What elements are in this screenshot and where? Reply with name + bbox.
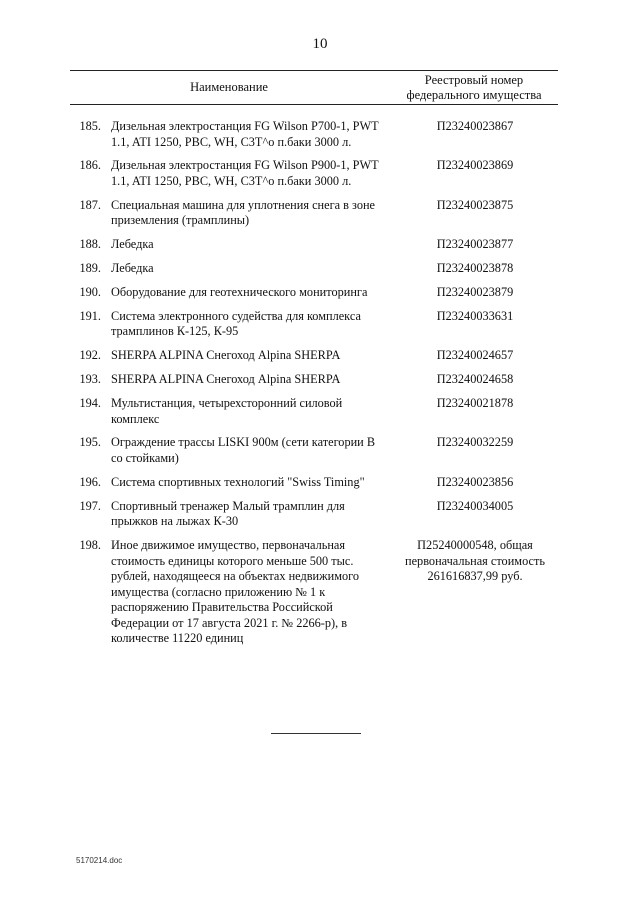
table-row	[70, 348, 558, 364]
row-name: Лебедка	[111, 237, 154, 252]
row-number: 197.	[79, 498, 101, 513]
table-row	[70, 285, 558, 301]
row-registry-number: П23240023875	[436, 197, 514, 212]
row-registry-number: П23240023877	[436, 237, 514, 252]
end-of-list-rule	[271, 733, 361, 734]
row-name: Система спортивных технологий "Swiss Timing"	[111, 474, 365, 489]
row-number: 193.	[79, 372, 101, 387]
table-row	[70, 158, 558, 189]
row-name: Ограждение трассы LISKI 900м (сети категории В со стойками)	[111, 435, 376, 465]
row-number: 192.	[79, 348, 101, 363]
row-registry-number: П23240021878	[436, 396, 514, 411]
row-name: Лебедка	[111, 261, 154, 276]
table-row	[70, 119, 558, 150]
table-row	[70, 198, 558, 229]
property-table	[70, 70, 558, 655]
row-registry-number: П23240023879	[436, 284, 514, 299]
table-row	[70, 538, 558, 647]
row-registry-number: П23240023867	[436, 119, 514, 133]
table-row	[70, 237, 558, 253]
row-number: 186.	[79, 158, 101, 173]
table-header	[70, 71, 558, 104]
row-registry-number: П23240023856	[436, 474, 514, 489]
row-registry-number: П23240023878	[436, 261, 514, 276]
row-number: 198.	[79, 538, 101, 553]
row-registry-number: П23240032259	[436, 435, 514, 450]
row-number: 191.	[79, 308, 101, 323]
row-registry-number: П23240033631	[436, 308, 514, 323]
row-number: 194.	[79, 396, 101, 411]
row-name: Дизельная электростанция FG Wilson Р700-1, PWT 1.1, ATI 1250, PBC, WH, C3T^o п.баки 3000 л.	[111, 119, 379, 149]
row-name: Спортивный тренажер Малый трамплин для прыжков на лыжах К-30	[111, 498, 345, 529]
row-name: Мультистанция, четырехсторонний силовой комплекс	[111, 396, 343, 426]
row-number: 185.	[79, 119, 101, 133]
row-name: Специальная машина для уплотнения снега в зоне приземления (трамплины)	[111, 197, 376, 228]
row-registry-number: П23240034005	[436, 498, 514, 513]
table-row	[70, 435, 558, 466]
row-number: 187.	[79, 197, 101, 212]
row-number: 188.	[79, 237, 101, 252]
row-name: Иное движимое имущество, первоначальная стоимость единицы которого меньше 500 тыс. рублей, находящееся на объектах недвижимого имущества (согласно приложению № 1 к распоряжению Правительства Российской Федерации от 17 августа 2021 г. № 2266-р), в количестве 11220 единиц	[111, 538, 360, 646]
table-row	[70, 396, 558, 427]
row-name: Система электронного судейства для комплекса трамплинов К-125, К-95	[111, 308, 361, 339]
row-registry-number: П23240023869	[436, 158, 514, 173]
column-header-registry: Реестровый номер федерального имущества	[406, 72, 542, 102]
row-number: 195.	[79, 435, 101, 450]
table-row	[70, 309, 558, 340]
row-name: Дизельная электростанция FG Wilson Р900-1, PWT 1.1, ATI 1250, PBC, WH, C3T^o п.баки 3000 л.	[111, 158, 379, 188]
row-name: Оборудование для геотехнического мониторинга	[111, 284, 368, 299]
row-number: 196.	[79, 474, 101, 489]
table-row	[70, 475, 558, 491]
row-number: 190.	[79, 284, 101, 299]
table-row	[70, 372, 558, 388]
row-name: SHERPA ALPINA Снегоход Alpina SHERPA	[111, 348, 341, 363]
table-row	[70, 499, 558, 530]
table-body	[70, 105, 558, 647]
page-number: 10	[312, 36, 328, 52]
row-name: SHERPA ALPINA Снегоход Alpina SHERPA	[111, 372, 341, 387]
document-footer: 5170214.doc	[76, 856, 123, 865]
row-registry-number: П23240024658	[436, 372, 514, 387]
table-row	[70, 261, 558, 277]
row-registry-number: П23240024657	[436, 348, 514, 363]
row-registry-number: П25240000548, общая первоначальная стоимость 261616837,99 руб.	[405, 538, 545, 584]
row-number: 189.	[79, 261, 101, 276]
column-header-name: Наименование	[190, 80, 268, 94]
